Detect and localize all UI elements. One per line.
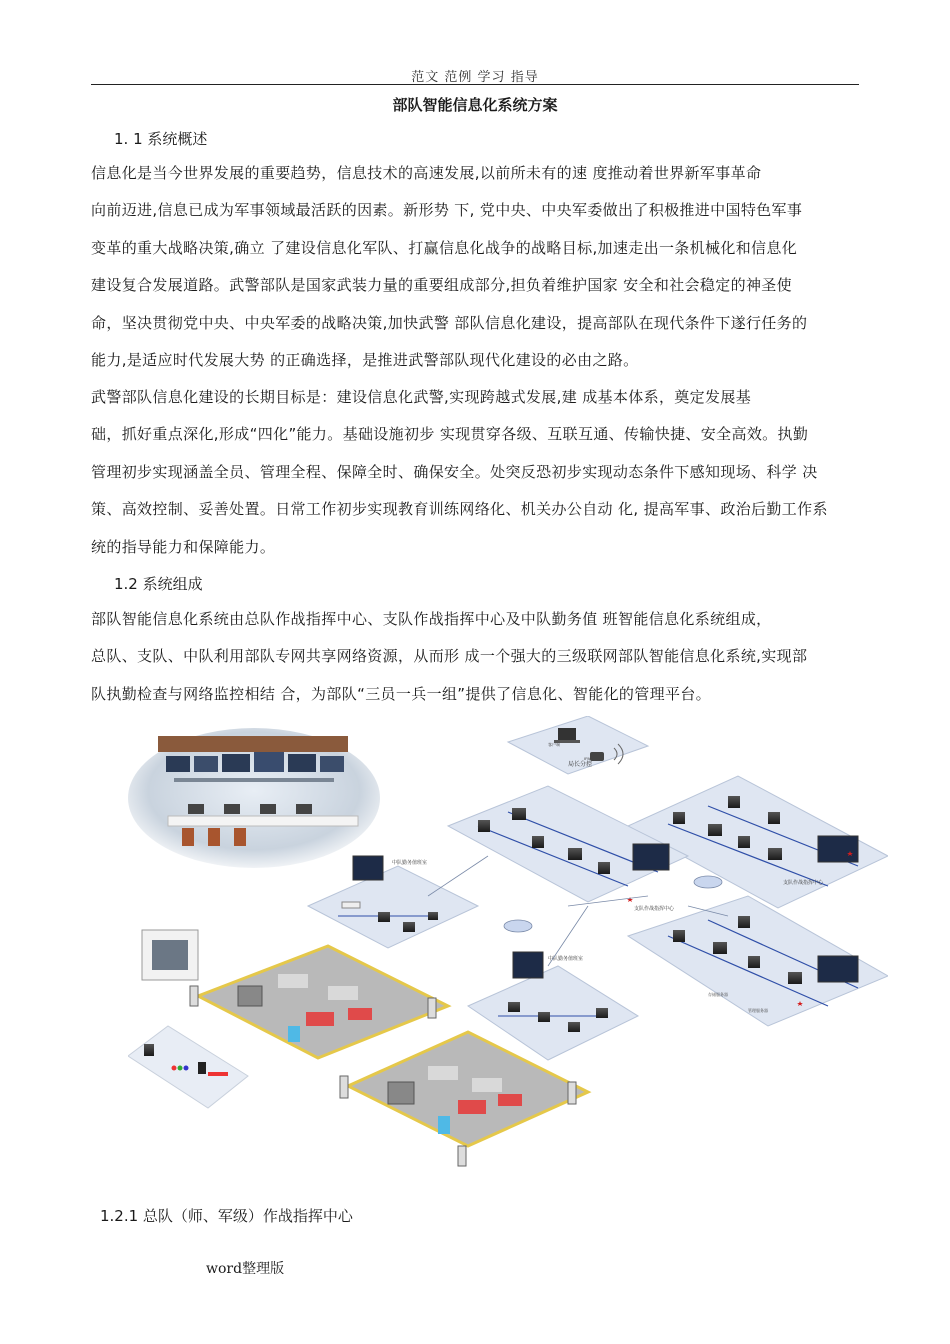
paragraph-goals — [91, 379, 859, 566]
device-label: 客户端 — [548, 742, 560, 747]
zone-label: 中队勤务值班室 — [548, 956, 584, 962]
barracks-yard-1 — [190, 946, 448, 1058]
detachment-center-platform-middle — [448, 786, 688, 912]
text-line: 统的指导能力和保障能力。 — [91, 537, 276, 556]
left-device-panel — [128, 930, 248, 1108]
zone-label: 支队作战指挥中心 — [783, 880, 824, 886]
device-label: IPAD — [584, 756, 594, 761]
device-label: 存储服务器 — [708, 992, 728, 997]
text-line: 总队、支队、中队利用部队专网共享网络资源，从而形 成一个强大的三级联网部队智能信息化系统,实现部 — [91, 647, 808, 666]
system-architecture-diagram — [128, 716, 888, 1176]
section-heading-1-2-1: 1.2.1 总队（师、军级）作战指挥中心 — [100, 1207, 353, 1225]
section-heading-1-1: 1. 1 系统概述 — [114, 130, 208, 148]
device-label: 管理服务器 — [748, 1008, 768, 1013]
text-line: 信息化是当今世界发展的重要趋势，信息技术的高速发展,以前所未有的速 度推动着世界新军事革命 — [91, 164, 762, 182]
header-rule — [91, 84, 859, 85]
page-header: 范文 范例 学习 指导 — [411, 70, 539, 85]
detachment-center-platform-upper — [628, 776, 888, 908]
text-line: 武警部队信息化建设的长期目标是：建设信息化武警,实现跨越式发展,建 成基本体系，奠定发展基 — [91, 388, 752, 406]
text-line: 础，抓好重点深化,形成“四化”能力。基础设施初步 实现贯穿各级、互联互通、传输快捷、安全高效。执勤 — [91, 425, 809, 444]
text-line: 队执勤检查与网络监控相结 合，为部队“三员一兵一组”提供了信息化、智能化的管理平台。 — [91, 684, 712, 703]
text-line: 策、高效控制、妥善处置。日常工作初步实现教育训练网络化、机关办公自动 化, 提高军事、政治后勤工作系 — [91, 500, 828, 519]
zone-label: 中队勤务值班室 — [392, 860, 428, 866]
text-line: 命，坚决贯彻党中央、中央军委的战略决策,加快武警 部队信息化建设，提高部队在现代条件下遂行任务的 — [91, 313, 808, 332]
text-line: 变革的重大战略决策,确立 了建设信息化军队、打赢信息化战争的战略目标,加速走出一条机械化和信息化 — [91, 238, 798, 257]
text-line: 管理初步实现涵盖全员、管理全程、保障全时、确保安全。处突反恐初步实现动态条件下感知现场、科学 决 — [91, 462, 818, 481]
section-heading-1-2: 1.2 系统组成 — [114, 575, 203, 593]
text-line: 建设复合发展道路。武警部队是国家武装力量的重要组成部分,担负着维护国家 安全和社会稳定的神圣使 — [91, 276, 792, 295]
zone-label: 局长分控 — [568, 762, 593, 768]
detachment-center-platform-lower — [628, 896, 888, 1026]
page-footer: word整理版 — [206, 1261, 285, 1277]
text-line: 能力,是适应时代发展大势 的正确选择，是推进武警部队现代化建设的必由之路。 — [91, 351, 639, 370]
document-title: 部队智能信息化系统方案 — [392, 96, 558, 114]
paragraph-composition — [91, 601, 859, 713]
director-control-platform — [508, 716, 648, 774]
text-line: 向前迈进,信息已成为军事领域最活跃的因素。新形势 下, 党中央、中央军委做出了积极推进中国特色军事 — [91, 201, 803, 220]
text-line: 部队智能信息化系统由总队作战指挥中心、支队作战指挥中心及中队勤务值 班智能信息化系统组成， — [91, 610, 772, 628]
control-room-photo — [128, 728, 380, 868]
zone-label: 支队作战指挥中心 — [634, 906, 675, 912]
squad-duty-room-platform-upper — [308, 856, 478, 948]
paragraph-overview — [91, 155, 859, 379]
